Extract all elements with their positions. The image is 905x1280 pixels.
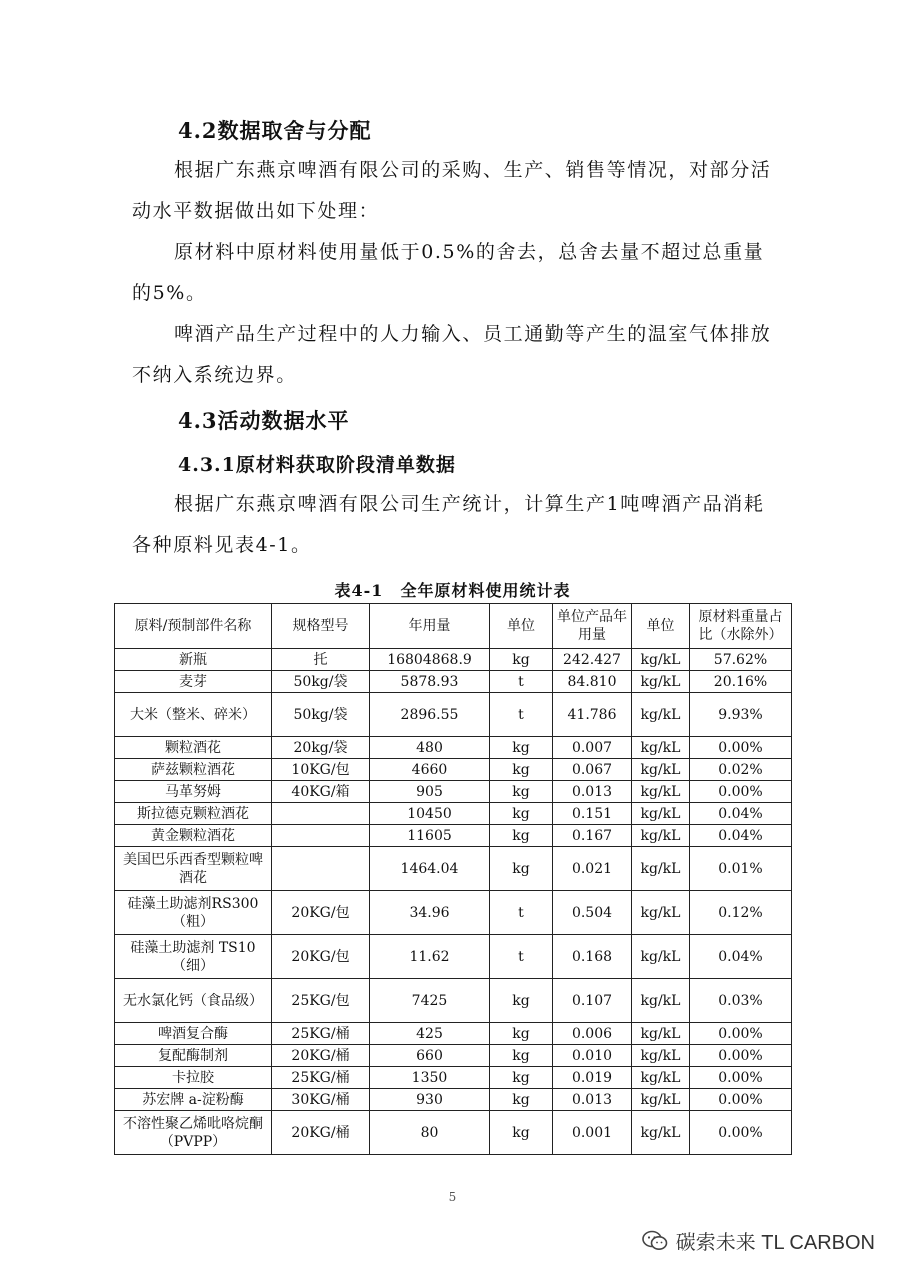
table-cell: 0.021: [553, 847, 632, 891]
table-cell: 41.786: [553, 693, 632, 737]
watermark: [642, 1226, 875, 1255]
table-cell: kg: [490, 1089, 553, 1111]
table-cell: 0.12%: [690, 891, 792, 935]
table-caption: 表4-1 全年原材料使用统计表: [334, 581, 571, 600]
table-cell: kg/kL: [632, 781, 690, 803]
table-cell: 480: [370, 737, 490, 759]
table-cell: kg/kL: [632, 847, 690, 891]
table-cell: 425: [370, 1023, 490, 1045]
table-cell: 20KG/包: [272, 891, 370, 935]
section-4-3-heading: 4.3活动数据水平: [178, 408, 350, 433]
table-cell: 0.167: [553, 825, 632, 847]
table-cell: 4660: [370, 759, 490, 781]
table-cell: 9.93%: [690, 693, 792, 737]
table-cell: 复配酶制剂: [115, 1045, 272, 1067]
table-cell: 11.62: [370, 935, 490, 979]
table-cell: 16804868.9: [370, 649, 490, 671]
table-cell: kg: [490, 1023, 553, 1045]
table-cell: 0.00%: [690, 1111, 792, 1155]
table-cell: 84.810: [553, 671, 632, 693]
table-cell: 57.62%: [690, 649, 792, 671]
table-row: [115, 803, 792, 825]
column-header: 年用量: [370, 604, 490, 649]
table-row: [115, 759, 792, 781]
table-header-row: [115, 604, 792, 649]
column-header: 原料/预制部件名称: [115, 604, 272, 649]
table-cell: 不溶性聚乙烯吡咯烷酮（PVPP）: [115, 1111, 272, 1155]
table-cell: 7425: [370, 979, 490, 1023]
table-cell: 25KG/包: [272, 979, 370, 1023]
table-row: [115, 671, 792, 693]
table-cell: 0.00%: [690, 1045, 792, 1067]
table-cell: 0.00%: [690, 781, 792, 803]
table-cell: t: [490, 671, 553, 693]
table-cell: kg/kL: [632, 649, 690, 671]
table-cell: 30KG/桶: [272, 1089, 370, 1111]
table-cell: kg/kL: [632, 935, 690, 979]
table-row: [115, 1045, 792, 1067]
table-cell: 马革努姆: [115, 781, 272, 803]
table-row: [115, 1067, 792, 1089]
table-cell: 0.504: [553, 891, 632, 935]
table-cell: 0.019: [553, 1067, 632, 1089]
table-cell: [272, 847, 370, 891]
table-cell: 0.03%: [690, 979, 792, 1023]
section-4-2-paragraph-2: 原材料中原材料使用量低于0.5%的舍去，总舍去量不超过总重量的5%。: [132, 241, 765, 304]
watermark-text: 碳索未来 TL CARBON: [675, 1232, 875, 1254]
table-cell: 20KG/桶: [272, 1111, 370, 1155]
wechat-icon: [642, 1230, 668, 1252]
column-header: 原材料重量占比（水除外）: [690, 604, 792, 649]
table-cell: 0.006: [553, 1023, 632, 1045]
table-cell: 0.04%: [690, 825, 792, 847]
table-cell: 660: [370, 1045, 490, 1067]
table-cell: 0.151: [553, 803, 632, 825]
table-row: [115, 935, 792, 979]
page-number: 5: [448, 1190, 457, 1204]
table-cell: [272, 803, 370, 825]
table-cell: kg/kL: [632, 759, 690, 781]
table-cell: kg/kL: [632, 1111, 690, 1155]
table-cell: 20.16%: [690, 671, 792, 693]
table-cell: 40KG/箱: [272, 781, 370, 803]
table-cell: kg/kL: [632, 671, 690, 693]
table-cell: 0.067: [553, 759, 632, 781]
table-row: [115, 1023, 792, 1045]
table-cell: t: [490, 935, 553, 979]
table-cell: 0.00%: [690, 1067, 792, 1089]
table-cell: kg/kL: [632, 979, 690, 1023]
table-cell: 20KG/桶: [272, 1045, 370, 1067]
section-4-3-1-heading: 4.3.1原材料获取阶段清单数据: [178, 454, 456, 476]
table-cell: 美国巴乐西香型颗粒啤酒花: [115, 847, 272, 891]
table-cell: 0.168: [553, 935, 632, 979]
table-cell: kg: [490, 1045, 553, 1067]
table-cell: 苏宏牌 a-淀粉酶: [115, 1089, 272, 1111]
table-cell: 萨兹颗粒酒花: [115, 759, 272, 781]
table-cell: kg: [490, 979, 553, 1023]
table-cell: 0.00%: [690, 1089, 792, 1111]
table-cell: 0.04%: [690, 803, 792, 825]
table-cell: 无水氯化钙（食品级）: [115, 979, 272, 1023]
column-header: 规格型号: [272, 604, 370, 649]
table-cell: 啤酒复合酶: [115, 1023, 272, 1045]
table-cell: 11605: [370, 825, 490, 847]
table-cell: 50kg/袋: [272, 693, 370, 737]
table-row: [115, 1089, 792, 1111]
table-row: [115, 825, 792, 847]
table-cell: kg: [490, 803, 553, 825]
table-cell: 麦芽: [115, 671, 272, 693]
table-row: [115, 649, 792, 671]
table-cell: 新瓶: [115, 649, 272, 671]
table-cell: kg: [490, 1067, 553, 1089]
table-cell: kg/kL: [632, 1067, 690, 1089]
table-cell: 0.00%: [690, 737, 792, 759]
table-row: [115, 781, 792, 803]
table-cell: t: [490, 891, 553, 935]
table-cell: 930: [370, 1089, 490, 1111]
table-cell: 硅藻土助滤剂 TS10（细）: [115, 935, 272, 979]
section-4-3-1-paragraph: 根据广东燕京啤酒有限公司生产统计，计算生产1吨啤酒产品消耗各种原料见表4-1。: [132, 493, 765, 556]
table-cell: 0.04%: [690, 935, 792, 979]
table-cell: 颗粒酒花: [115, 737, 272, 759]
table-cell: kg/kL: [632, 1089, 690, 1111]
table-cell: 5878.93: [370, 671, 490, 693]
table-cell: kg: [490, 737, 553, 759]
table-cell: kg/kL: [632, 803, 690, 825]
table-cell: 0.007: [553, 737, 632, 759]
table-cell: 0.013: [553, 1089, 632, 1111]
table-cell: kg: [490, 781, 553, 803]
table-cell: kg/kL: [632, 693, 690, 737]
table-cell: kg/kL: [632, 1045, 690, 1067]
table-cell: 0.013: [553, 781, 632, 803]
table-cell: kg: [490, 825, 553, 847]
table-row: [115, 737, 792, 759]
table-cell: kg: [490, 1111, 553, 1155]
column-header: 单位: [490, 604, 553, 649]
table-cell: 20KG/包: [272, 935, 370, 979]
section-4-2-paragraph-1: 根据广东燕京啤酒有限公司的采购、生产、销售等情况，对部分活动水平数据做出如下处理：: [132, 159, 772, 222]
table-cell: 大米（整米、碎米）: [115, 693, 272, 737]
section-4-2-paragraph-3: 啤酒产品生产过程中的人力输入、员工通勤等产生的温室气体排放不纳入系统边界。: [132, 323, 772, 386]
table-cell: 905: [370, 781, 490, 803]
table-body: [115, 649, 792, 1155]
table-cell: kg/kL: [632, 737, 690, 759]
column-header: 单位产品年用量: [553, 604, 632, 649]
table-cell: kg: [490, 759, 553, 781]
table-cell: kg/kL: [632, 891, 690, 935]
table-cell: 0.010: [553, 1045, 632, 1067]
table-cell: 黄金颗粒酒花: [115, 825, 272, 847]
table-cell: 0.01%: [690, 847, 792, 891]
table-cell: t: [490, 693, 553, 737]
table-cell: kg/kL: [632, 1023, 690, 1045]
table-cell: 0.02%: [690, 759, 792, 781]
table-row: [115, 693, 792, 737]
table-cell: 1464.04: [370, 847, 490, 891]
table-cell: 20kg/袋: [272, 737, 370, 759]
table-cell: [272, 825, 370, 847]
table-row: [115, 1111, 792, 1155]
table-cell: 10KG/包: [272, 759, 370, 781]
table-row: [115, 891, 792, 935]
table-cell: 0.001: [553, 1111, 632, 1155]
table-cell: 50kg/袋: [272, 671, 370, 693]
table-cell: 0.107: [553, 979, 632, 1023]
section-4-2-heading: 4.2数据取舍与分配: [178, 118, 372, 143]
table-row: [115, 979, 792, 1023]
table-cell: 卡拉胶: [115, 1067, 272, 1089]
table-row: [115, 847, 792, 891]
table-cell: 0.00%: [690, 1023, 792, 1045]
table-cell: 80: [370, 1111, 490, 1155]
table-cell: 10450: [370, 803, 490, 825]
table-cell: 斯拉德克颗粒酒花: [115, 803, 272, 825]
table-cell: kg: [490, 649, 553, 671]
table-cell: 25KG/桶: [272, 1023, 370, 1045]
table-cell: 硅藻土助滤剂RS300（粗）: [115, 891, 272, 935]
table-cell: kg/kL: [632, 825, 690, 847]
raw-material-table: [114, 603, 792, 1155]
table-cell: kg: [490, 847, 553, 891]
table-cell: 242.427: [553, 649, 632, 671]
table-cell: 2896.55: [370, 693, 490, 737]
table-cell: 25KG/桶: [272, 1067, 370, 1089]
column-header: 单位: [632, 604, 690, 649]
table-cell: 34.96: [370, 891, 490, 935]
table-cell: 托: [272, 649, 370, 671]
table-cell: 1350: [370, 1067, 490, 1089]
